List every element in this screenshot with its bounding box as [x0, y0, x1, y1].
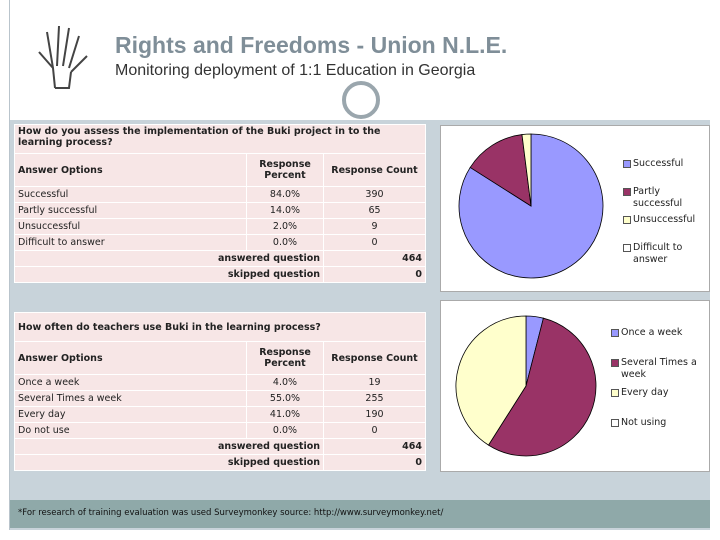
percent: 55.0%: [247, 391, 323, 406]
option: Unsuccessful: [15, 219, 246, 234]
legend-swatch: [623, 188, 631, 196]
answered-label: answered question: [15, 439, 323, 454]
table-row: [15, 203, 425, 218]
pie-2-svg: [441, 301, 621, 471]
option: Difficult to answer: [15, 235, 246, 250]
col-header: Response Percent: [247, 154, 323, 186]
percent: 41.0%: [247, 407, 323, 422]
percent: 84.0%: [247, 187, 323, 202]
option: Successful: [15, 187, 246, 202]
option: Every day: [15, 407, 246, 422]
table-row: [15, 407, 425, 422]
pie-chart-2: [440, 300, 710, 472]
legend-label: Once a week: [621, 327, 683, 338]
table-row: [15, 219, 425, 234]
percent: 4.0%: [247, 375, 323, 390]
answered-label: answered question: [15, 251, 323, 266]
legend-swatch: [611, 359, 619, 367]
legend-swatch: [611, 329, 619, 337]
question: How often do teachers use Buki in the learning process?: [15, 313, 425, 341]
legend-item: [623, 158, 705, 170]
col-header: Response Count: [324, 342, 425, 374]
count: 65: [324, 203, 425, 218]
legend-label: Successful: [633, 158, 684, 169]
percent: 0.0%: [247, 235, 323, 250]
skipped-count: 0: [324, 455, 425, 470]
skipped-label: skipped question: [15, 267, 323, 282]
option: Do not use: [15, 423, 246, 438]
option: Partly successful: [15, 203, 246, 218]
legend-item: [623, 214, 705, 226]
legend-item: [623, 186, 705, 210]
count: 9: [324, 219, 425, 234]
legend-label: Several Times a week: [621, 357, 697, 380]
legend-item: [611, 357, 705, 381]
survey-table-2: [14, 312, 426, 471]
percent: 14.0%: [247, 203, 323, 218]
answered-count: 464: [324, 251, 425, 266]
legend-swatch: [611, 389, 619, 397]
count: 255: [324, 391, 425, 406]
legend-label: Every day: [621, 387, 669, 398]
legend-swatch: [623, 216, 631, 224]
hand-icon: [35, 22, 95, 92]
count: 190: [324, 407, 425, 422]
col-header: Answer Options: [15, 154, 246, 186]
legend-label: Difficult to answer: [633, 242, 683, 265]
legend-swatch: [623, 160, 631, 168]
legend-swatch: [611, 419, 619, 427]
legend-label: Partly successful: [633, 186, 683, 209]
percent: 2.0%: [247, 219, 323, 234]
percent: 0.0%: [247, 423, 323, 438]
count: 19: [324, 375, 425, 390]
count: 390: [324, 187, 425, 202]
footer: [10, 500, 710, 528]
count: 0: [324, 235, 425, 250]
table-row: [15, 187, 425, 202]
legend-item: [623, 242, 705, 266]
col-header: Response Percent: [247, 342, 323, 374]
count: 0: [324, 423, 425, 438]
question: How do you assess the implementation of the Buki project in to the learning process?: [15, 125, 425, 153]
option: Once a week: [15, 375, 246, 390]
pie-chart-1: [440, 125, 710, 292]
col-header: Answer Options: [15, 342, 246, 374]
table-row: [15, 423, 425, 438]
pie-1-svg: [441, 126, 621, 291]
option: Several Times a week: [15, 391, 246, 406]
legend-item: [611, 327, 705, 339]
answered-count: 464: [324, 439, 425, 454]
col-header: Response Count: [324, 154, 425, 186]
table-row: [15, 375, 425, 390]
decorative-ring: [342, 81, 380, 119]
table-row: [15, 391, 425, 406]
legend-item: [611, 417, 705, 429]
skipped-label: skipped question: [15, 455, 323, 470]
legend-swatch: [623, 244, 631, 252]
page-title: Rights and Freedoms - Union N.L.E.: [115, 32, 508, 58]
legend-label: Not using: [621, 417, 667, 428]
legend-item: [611, 387, 705, 399]
survey-table-1: [14, 124, 426, 283]
legend-label: Unsuccessful: [633, 214, 696, 225]
footer-note: *For research of training evaluation was used Surveymonkey source: http://www.surveymonkey.net/: [18, 508, 444, 518]
skipped-count: 0: [324, 267, 425, 282]
page-subtitle: Monitoring deployment of 1:1 Education in Georgia: [115, 62, 476, 79]
table-row: [15, 235, 425, 250]
